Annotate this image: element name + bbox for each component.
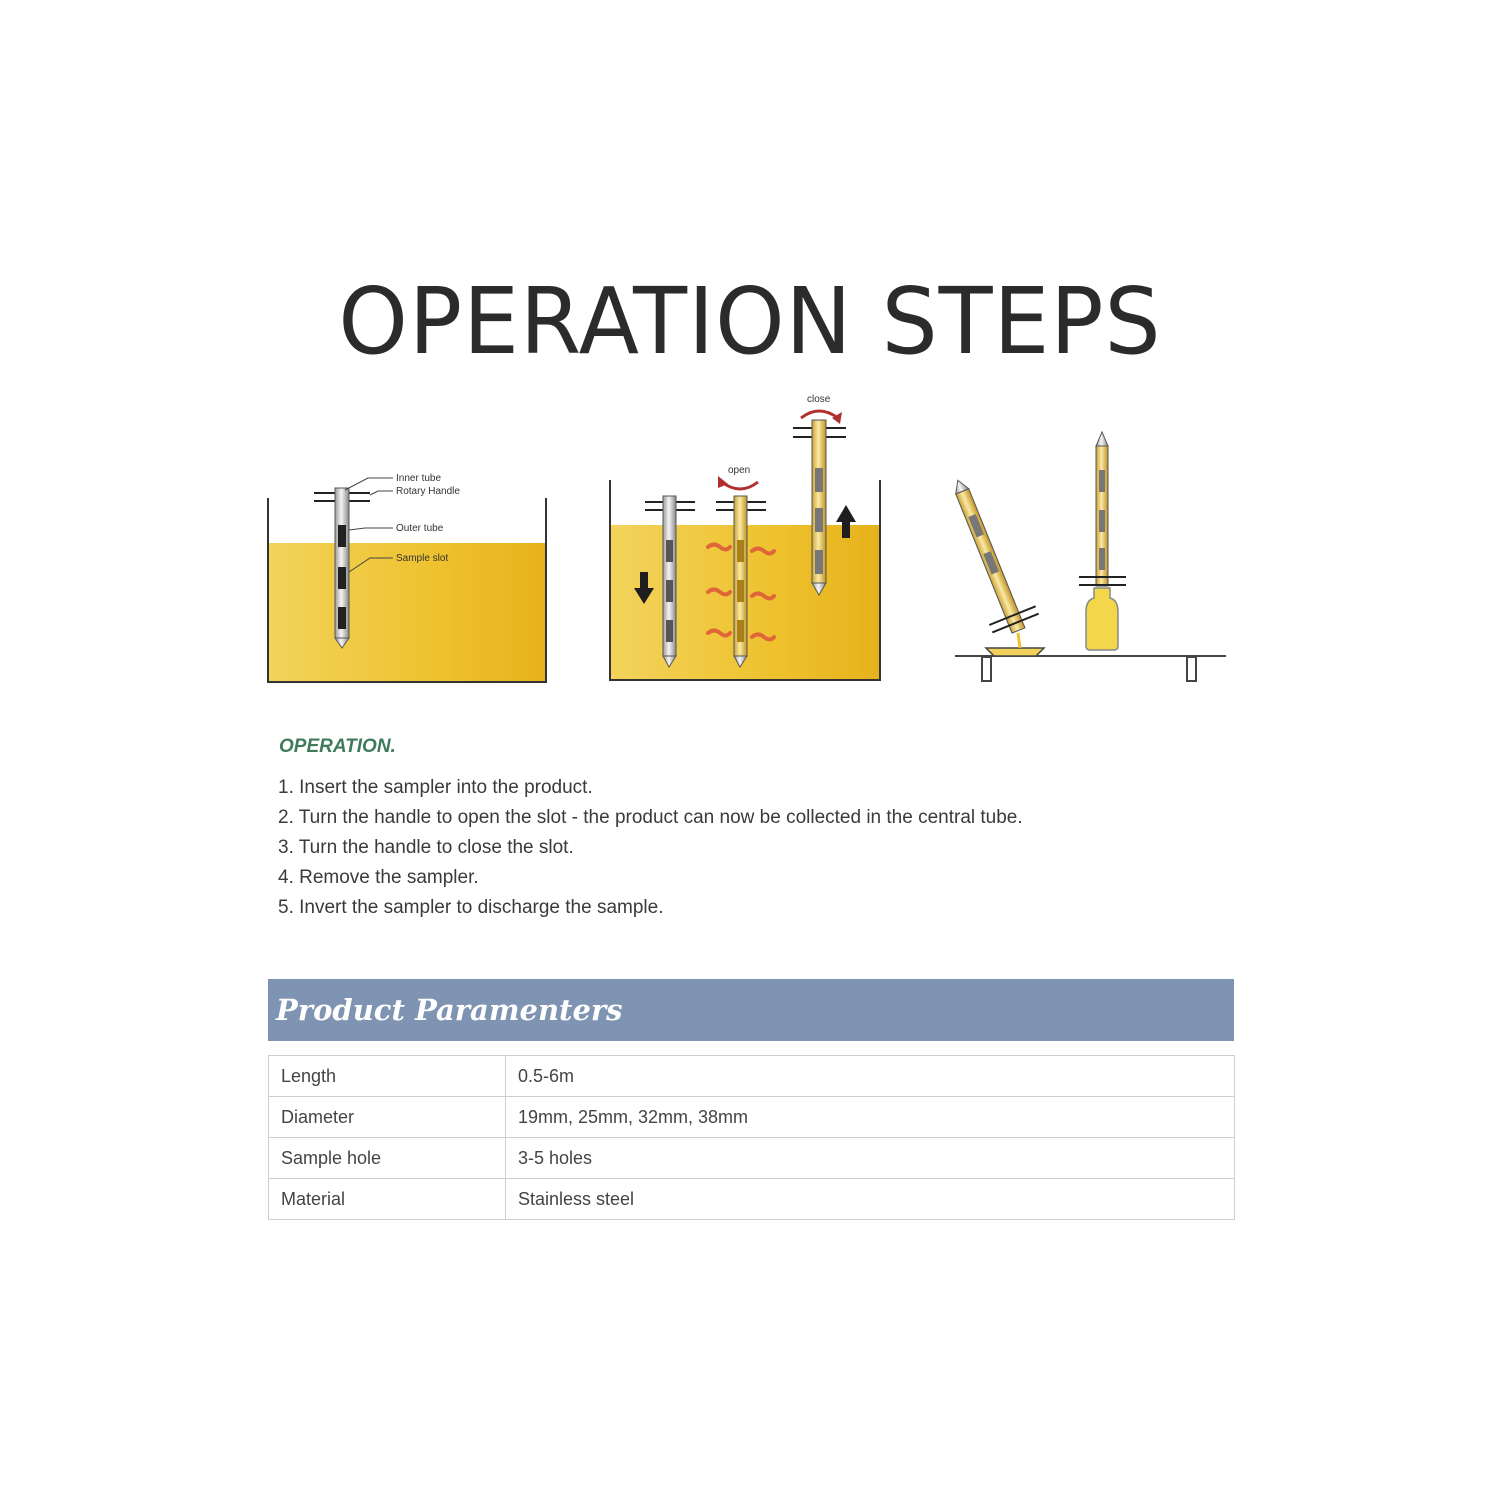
param-value: 0.5-6m	[506, 1056, 1235, 1097]
label-sample-slot: Sample slot	[396, 553, 449, 564]
label-close: close	[807, 394, 831, 405]
label-open: open	[728, 465, 751, 476]
table-row	[269, 1097, 1235, 1138]
param-key: Diameter	[269, 1097, 506, 1138]
param-key: Sample hole	[269, 1138, 506, 1179]
parameters-header	[268, 979, 1234, 1041]
param-key: Length	[269, 1056, 506, 1097]
step-2: 2. Turn the handle to open the slot - the product can now be collected in the central tube.	[278, 807, 1023, 828]
sampler-probe-inverted	[1079, 432, 1126, 586]
table-row	[269, 1138, 1235, 1179]
operation-steps-list	[278, 776, 1023, 926]
open-rotation-arrow-icon	[722, 482, 758, 489]
param-key: Material	[269, 1179, 506, 1220]
table-row	[269, 1056, 1235, 1097]
page-title: OPERATION STEPS	[338, 268, 1162, 375]
label-rotary-handle: Rotary Handle	[396, 486, 460, 497]
operation-heading: OPERATION.	[279, 736, 396, 757]
operation-diagram	[0, 385, 1500, 705]
parameters-heading: Product Paramenters	[276, 993, 623, 1027]
sampler-probe-tilted	[935, 471, 1042, 640]
table-row	[269, 1179, 1235, 1220]
step-3: 3. Turn the handle to close the slot.	[278, 837, 574, 858]
parameters-table	[268, 1055, 1235, 1220]
step-1: 1. Insert the sampler into the product.	[278, 777, 593, 798]
label-inner-tube: Inner tube	[396, 473, 442, 484]
param-value: Stainless steel	[506, 1179, 1235, 1220]
label-outer-tube: Outer tube	[396, 523, 444, 534]
sample-bottle	[1086, 588, 1118, 650]
sample-dish	[986, 648, 1044, 656]
param-value: 3-5 holes	[506, 1138, 1235, 1179]
discharge-table	[955, 656, 1226, 681]
sample-drip	[1018, 633, 1020, 648]
close-rotation-arrow-icon	[801, 411, 838, 418]
param-value: 19mm, 25mm, 32mm, 38mm	[506, 1097, 1235, 1138]
step-5: 5. Invert the sampler to discharge the sample.	[278, 897, 664, 918]
step-4: 4. Remove the sampler.	[278, 867, 479, 888]
